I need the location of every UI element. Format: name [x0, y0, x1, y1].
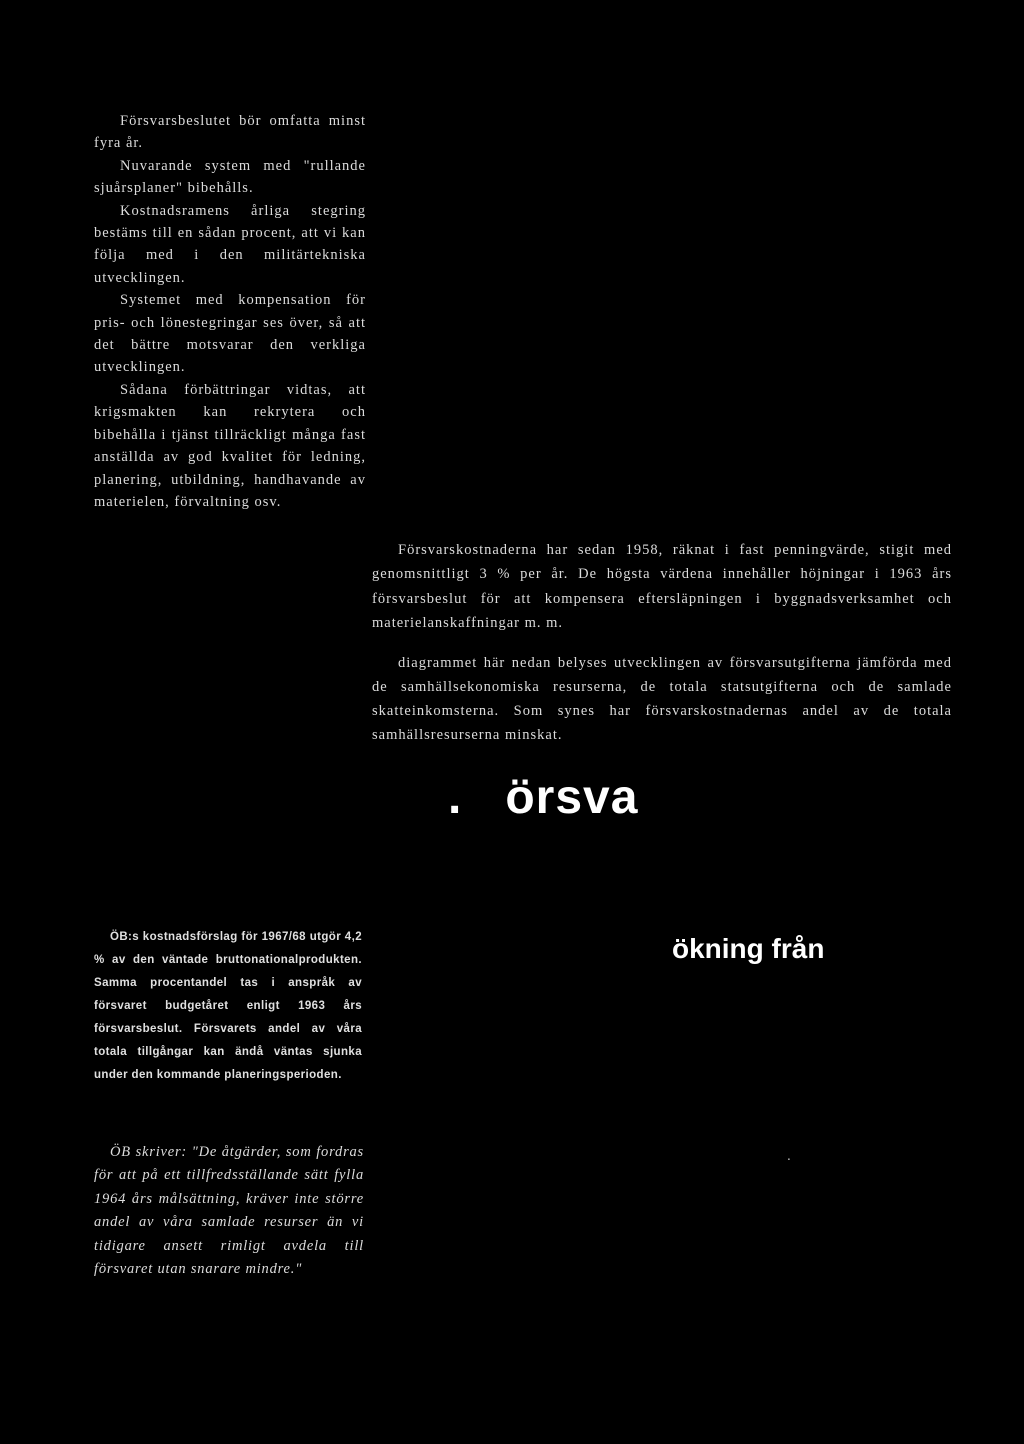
ob-cost-proposal: ÖB:s kostnadsförslag för 1967/68 utgör 4,2 % av den väntade bruttonationalprodukten. Samma procentandel tas i anspråk av försvaret budgetåret enligt 1963 års försvarsbeslut. Försvarets andel av våra totala tillgångar kan ändå väntas sjunka under den kommande planeringsperioden. — [94, 931, 362, 1081]
cost-paragraph-block — [372, 538, 952, 635]
cost-paragraph: Försvarskostnaderna har sedan 1958, räknat i fast penningvärde, stigit med genomsnittligt 3 % per år. De högsta värdena innehåller höjningar i 1963 års försvarsbeslut för att kompensera eftersläpningen i byggnadsverksamhet och materielanskaffningar m. m. — [372, 542, 952, 631]
ob-quote: ÖB skriver: "De åtgärder, som fordras för att på ett tillfredsställande sätt fylla 1964 års målsättning, kräver inte större andel av våra samlade resurser än vi tidigare ansett rimligt avdela till försvaret utan snarare mindre." — [94, 1144, 364, 1278]
paragraph-recruitment: Sådana förbättringar vidtas, att krigsmakten kan rekrytera och bibehålla i tjänst tillräckligt många fast anställda av god kvalitet för ledning, planering, utbildning, handhavande av materielen, förvaltning osv. — [94, 381, 366, 510]
stray-mark: . — [787, 1149, 791, 1163]
big-heading: . örsva — [448, 771, 639, 824]
ob-quote-block — [94, 1141, 364, 1281]
paragraph-compensation: Systemet med kompensation för pris- och lönestegringar ses över, så att det bättre motsvarar den verkliga utvecklingen. — [94, 292, 366, 376]
paragraph-cost-frame: Kostnadsramens årliga stegring bestäms till en sådan procent, att vi kan följa med i den militärtekniska utvecklingen. — [94, 202, 366, 286]
ob-cost-proposal-block — [94, 926, 362, 1087]
diagram-paragraph-block — [372, 651, 952, 747]
diagram-paragraph: diagrammet här nedan belyses utvecklingen av försvarsutgifterna jämförda med de samhällsekonomiska resurserna, de totala statsutgifterna och de samlade skatteinkomsterna. Som synes har försvarskostnadernas andel av de totala samhällsresurserna minskat. — [372, 655, 952, 743]
left-column — [94, 110, 366, 513]
paragraph-rolling-plans: Nuvarande system med "rullande sjuårsplaner" bibehålls. — [94, 157, 366, 197]
sub-heading: ökning från — [672, 933, 825, 964]
paragraph-decision-period: Försvarsbeslutet bör omfatta minst fyra år. — [94, 113, 366, 152]
